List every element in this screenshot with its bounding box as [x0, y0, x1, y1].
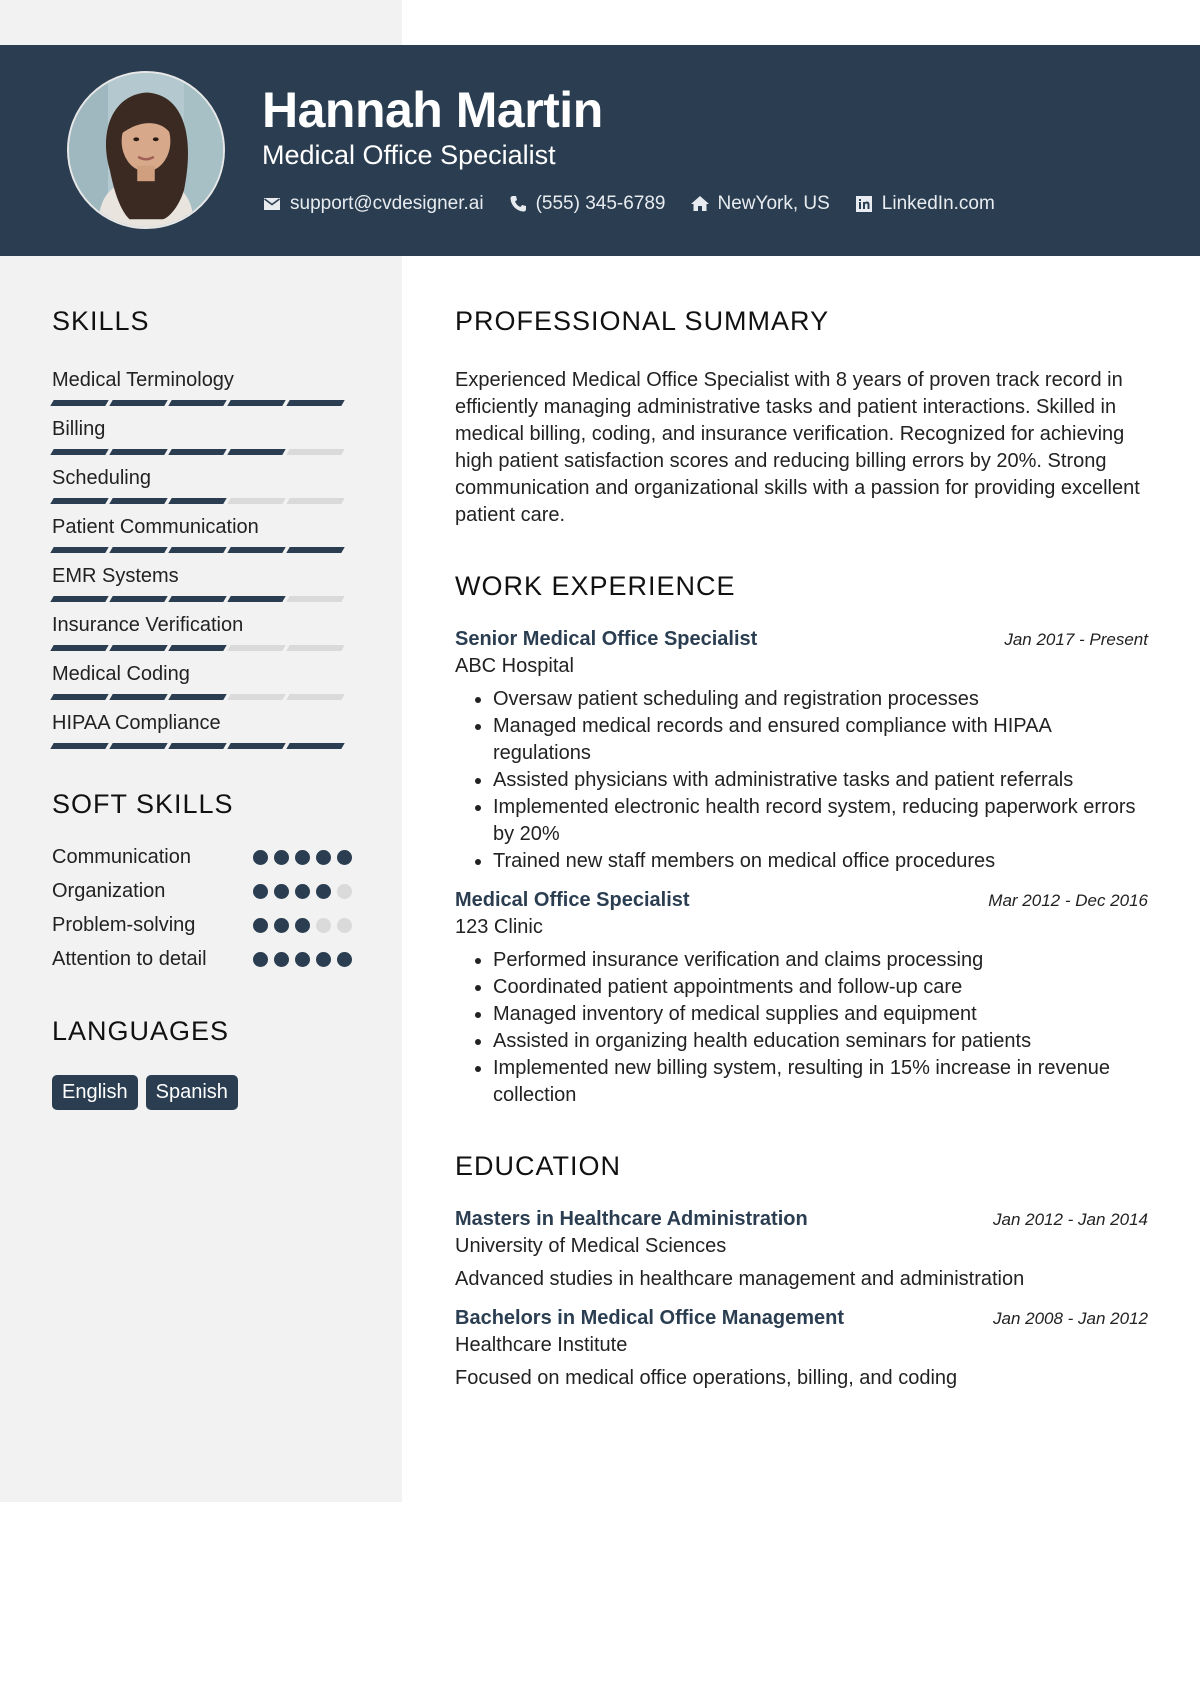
rating-dot [316, 884, 331, 899]
skill-level-segment [286, 645, 344, 651]
skill-item [52, 514, 352, 553]
skill-level-segment [227, 449, 285, 455]
rating-dot [295, 952, 310, 967]
education-header [455, 1208, 1148, 1231]
job-entry [455, 889, 1148, 1109]
experience-list [455, 628, 1148, 1109]
job-bullet: • Implemented electronic health record system, reducing paperwork errors by 20% [493, 794, 1148, 848]
soft-skill-name: Attention to detail [52, 948, 207, 970]
rating-dot [274, 952, 289, 967]
job-bullet: • Managed inventory of medical supplies and equipment [493, 1001, 1148, 1028]
home-icon [690, 194, 710, 214]
skill-name: HIPAA Compliance [52, 712, 221, 734]
skill-level-segment [50, 498, 108, 504]
rating-dot [253, 884, 268, 899]
candidate-name: Hannah Martin [262, 82, 603, 138]
job-header [455, 889, 1148, 912]
contact-phone[interactable] [508, 193, 666, 215]
skill-level-segment [168, 743, 226, 749]
education-list [455, 1208, 1148, 1390]
contact-email[interactable] [262, 193, 484, 215]
phone-text: (555) 345-6789 [535, 193, 666, 214]
rating-dot [253, 850, 268, 865]
skill-level-segment [286, 743, 344, 749]
education-degree: Bachelors in Medical Office Management [455, 1307, 844, 1329]
skill-item [52, 416, 352, 455]
skill-level-segment [286, 596, 344, 602]
header [0, 45, 1200, 256]
skill-level-segment [286, 498, 344, 504]
skill-level-segment [168, 596, 226, 602]
skill-item [52, 661, 352, 700]
rating-dot [274, 850, 289, 865]
languages-list [52, 1075, 352, 1110]
skill-item [52, 367, 352, 406]
education-heading: EDUCATION [455, 1151, 622, 1181]
main-content [455, 306, 1148, 1390]
rating-dot [316, 918, 331, 933]
envelope-icon [262, 194, 282, 214]
soft-skill-item [52, 912, 352, 938]
job-bullet: • Performed insurance verification and claims processing [493, 947, 1148, 974]
soft-skill-item [52, 946, 352, 972]
skill-level-bar [52, 449, 352, 455]
skill-level-segment [168, 498, 226, 504]
job-entry [455, 628, 1148, 875]
skill-level-bar [52, 400, 352, 406]
skill-item [52, 563, 352, 602]
skill-level-segment [286, 547, 344, 553]
skill-level-segment [168, 645, 226, 651]
education-school: University of Medical Sciences [455, 1235, 727, 1257]
skill-level-segment [109, 400, 167, 406]
contact-list [262, 193, 995, 215]
skills-heading: SKILLS [52, 306, 150, 336]
skill-name: Medical Coding [52, 663, 190, 685]
contact-linkedin[interactable] [854, 193, 995, 215]
job-organization: ABC Hospital [455, 655, 574, 677]
job-bullet: • Trained new staff members on medical office procedures [493, 848, 1148, 875]
skill-item [52, 612, 352, 651]
soft-skill-item [52, 878, 352, 904]
job-bullet: • Coordinated patient appointments and follow-up care [493, 974, 1148, 1001]
education-description: Advanced studies in healthcare management and administration [455, 1268, 1025, 1290]
email-text: support@cvdesigner.ai [290, 193, 484, 214]
soft-skill-rating [253, 918, 352, 933]
rating-dot [253, 952, 268, 967]
job-bullet: • Implemented new billing system, resulting in 15% increase in revenue collection [493, 1055, 1148, 1109]
education-header [455, 1307, 1148, 1330]
phone-icon [508, 194, 528, 214]
skill-level-segment [286, 400, 344, 406]
skill-level-segment [109, 498, 167, 504]
skill-level-segment [286, 694, 344, 700]
rating-dot [337, 884, 352, 899]
soft-skill-rating [253, 952, 352, 967]
rating-dot [274, 884, 289, 899]
skill-level-segment [168, 449, 226, 455]
language-badge: English [52, 1075, 138, 1110]
skill-level-segment [50, 694, 108, 700]
rating-dot [295, 850, 310, 865]
skill-level-bar [52, 694, 352, 700]
skill-level-segment [50, 547, 108, 553]
education-description: Focused on medical office operations, billing, and coding [455, 1367, 958, 1389]
skill-level-segment [109, 449, 167, 455]
education-date: Jan 2012 - Jan 2014 [992, 1210, 1148, 1229]
job-bullet: • Managed medical records and ensured compliance with HIPAA regulations [493, 713, 1148, 767]
education-school: Healthcare Institute [455, 1334, 628, 1356]
location-text: NewYork, US [717, 193, 830, 214]
rating-dot [337, 850, 352, 865]
language-badge: Spanish [146, 1075, 238, 1110]
job-bullet: • Assisted in organizing health education seminars for patients [493, 1028, 1148, 1055]
education-entry [455, 1307, 1148, 1390]
skill-level-bar [52, 498, 352, 504]
soft-skill-name: Communication [52, 846, 191, 868]
candidate-title: Medical Office Specialist [262, 140, 556, 170]
portrait-image [69, 73, 223, 227]
job-bullet: • Oversaw patient scheduling and registration processes [493, 686, 1148, 713]
rating-dot [316, 850, 331, 865]
avatar [67, 71, 225, 229]
soft-skill-name: Problem-solving [52, 914, 196, 936]
soft-skill-rating [253, 884, 352, 899]
skill-level-segment [50, 743, 108, 749]
education-date: Jan 2008 - Jan 2012 [992, 1309, 1148, 1328]
skill-level-segment [109, 596, 167, 602]
skill-name: EMR Systems [52, 565, 179, 587]
skill-name: Scheduling [52, 467, 151, 489]
skill-level-bar [52, 743, 352, 749]
skill-item [52, 465, 352, 504]
skill-level-segment [168, 400, 226, 406]
skills-list [52, 367, 352, 749]
job-bullets [455, 686, 1148, 875]
skill-level-segment [227, 694, 285, 700]
job-bullet: • Assisted physicians with administrative tasks and patient referrals [493, 767, 1148, 794]
job-organization: 123 Clinic [455, 916, 543, 938]
skill-level-segment [168, 694, 226, 700]
skill-level-segment [50, 596, 108, 602]
rating-dot [337, 952, 352, 967]
skill-level-segment [227, 547, 285, 553]
skill-level-segment [227, 498, 285, 504]
soft-skills-heading: SOFT SKILLS [52, 789, 234, 819]
rating-dot [337, 918, 352, 933]
skill-level-bar [52, 547, 352, 553]
sidebar [52, 306, 352, 1110]
skill-level-bar [52, 645, 352, 651]
soft-skill-item [52, 844, 352, 870]
skill-level-segment [227, 596, 285, 602]
linkedin-icon [854, 194, 874, 214]
skill-level-segment [50, 645, 108, 651]
summary-heading: PROFESSIONAL SUMMARY [455, 306, 830, 336]
job-role: Senior Medical Office Specialist [455, 628, 758, 650]
skill-name: Patient Communication [52, 516, 259, 538]
skill-level-segment [168, 547, 226, 553]
education-entry [455, 1208, 1148, 1291]
job-header [455, 628, 1148, 651]
job-date: Jan 2017 - Present [1004, 630, 1148, 649]
rating-dot [274, 918, 289, 933]
soft-skills-list [52, 844, 352, 972]
rating-dot [295, 884, 310, 899]
skill-level-segment [227, 645, 285, 651]
skill-level-bar [52, 596, 352, 602]
skill-level-segment [227, 400, 285, 406]
rating-dot [253, 918, 268, 933]
skill-level-segment [227, 743, 285, 749]
education-degree: Masters in Healthcare Administration [455, 1208, 808, 1230]
skill-name: Medical Terminology [52, 369, 234, 391]
job-bullets [455, 947, 1148, 1109]
soft-skill-rating [253, 850, 352, 865]
skill-level-segment [109, 645, 167, 651]
job-role: Medical Office Specialist [455, 889, 690, 911]
skill-item [52, 710, 352, 749]
rating-dot [316, 952, 331, 967]
skill-name: Insurance Verification [52, 614, 244, 636]
experience-heading: WORK EXPERIENCE [455, 571, 736, 601]
skill-level-segment [286, 449, 344, 455]
skill-level-segment [109, 743, 167, 749]
summary-text: Experienced Medical Office Specialist with 8 years of proven track record in efficiently managing administrative tasks and patient interactions. Skilled in medical billing, coding, and insurance verification. Recognized for achieving high patient satisfaction scores and reducing billing errors by 20%. Strong communication and organizational skills with a passion for providing excellent patient care. [455, 369, 1140, 526]
skill-level-segment [109, 547, 167, 553]
skill-level-segment [50, 400, 108, 406]
job-date: Mar 2012 - Dec 2016 [988, 891, 1148, 910]
languages-heading: LANGUAGES [52, 1016, 230, 1046]
contact-location [690, 193, 830, 215]
linkedin-text: LinkedIn.com [881, 193, 995, 214]
skill-name: Billing [52, 418, 106, 440]
skill-level-segment [50, 449, 108, 455]
skill-level-segment [109, 694, 167, 700]
soft-skill-name: Organization [52, 880, 166, 902]
rating-dot [295, 918, 310, 933]
